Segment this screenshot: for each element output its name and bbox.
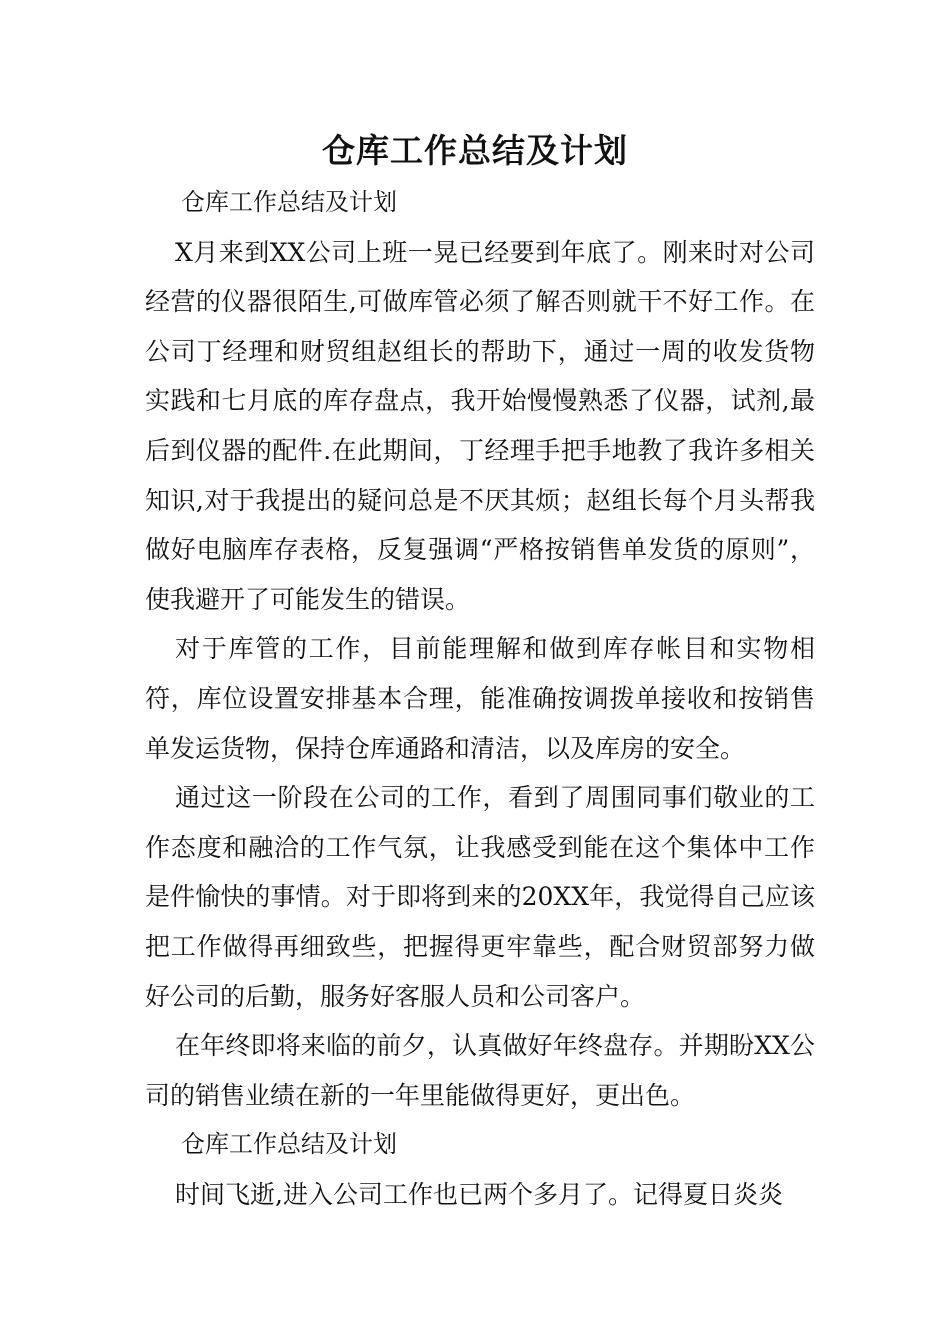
document-title: 仓库工作总结及计划 (322, 131, 628, 170)
section-1 (145, 178, 815, 1120)
section-heading: 仓库工作总结及计划 (181, 188, 397, 216)
paragraph: 对于库管的工作，目前能理解和做到库存帐目和实物相符，库位设置安排基本合理，能准确按调拨单接收和按销售单发运货物，保持仓库通路和清洁，以及库房的安全。 (145, 634, 815, 763)
section-heading: 仓库工作总结及计划 (181, 1130, 397, 1159)
document-body (145, 178, 815, 1219)
paragraph: X月来到XX公司上班一晃已经要到年底了。刚来时对公司经营的仪器很陌生,可做库管必须了解否则就干不好工作。在公司丁经理和财贸组赵组长的帮助下，通过一周的收发货物实践和七月底的库存盘点，我开始慢慢熟悉了仪器，试剂,最后到仪器的配件.在此期间，丁经理手把手地教了我许多相关知识,对于我提出的疑问总是不厌其烦；赵组长每个月头帮我做好电脑库存表格，反复强调“严格按销售单发货的原则”，使我避开了可能发生的错误。 (145, 237, 815, 614)
paragraph: 在年终即将来临的前夕，认真做好年终盘存。并期盼XX公司的销售业绩在新的一年里能做得更好，更出色。 (145, 1031, 815, 1110)
paragraph: 时间飞逝,进入公司工作也已两个多月了。记得夏日炎炎 (175, 1179, 783, 1209)
paragraph: 通过这一阶段在公司的工作，看到了周围同事们敬业的工作态度和融洽的工作气氛，让我感受到能在这个集体中工作是件愉快的事情。对于即将到来的20XX年，我觉得自己应该把工作做得再细致些，把握得更牢靠些，配合财贸部努力做好公司的后勤，服务好客服人员和公司客户。 (145, 783, 815, 1011)
section-2 (145, 1120, 815, 1219)
